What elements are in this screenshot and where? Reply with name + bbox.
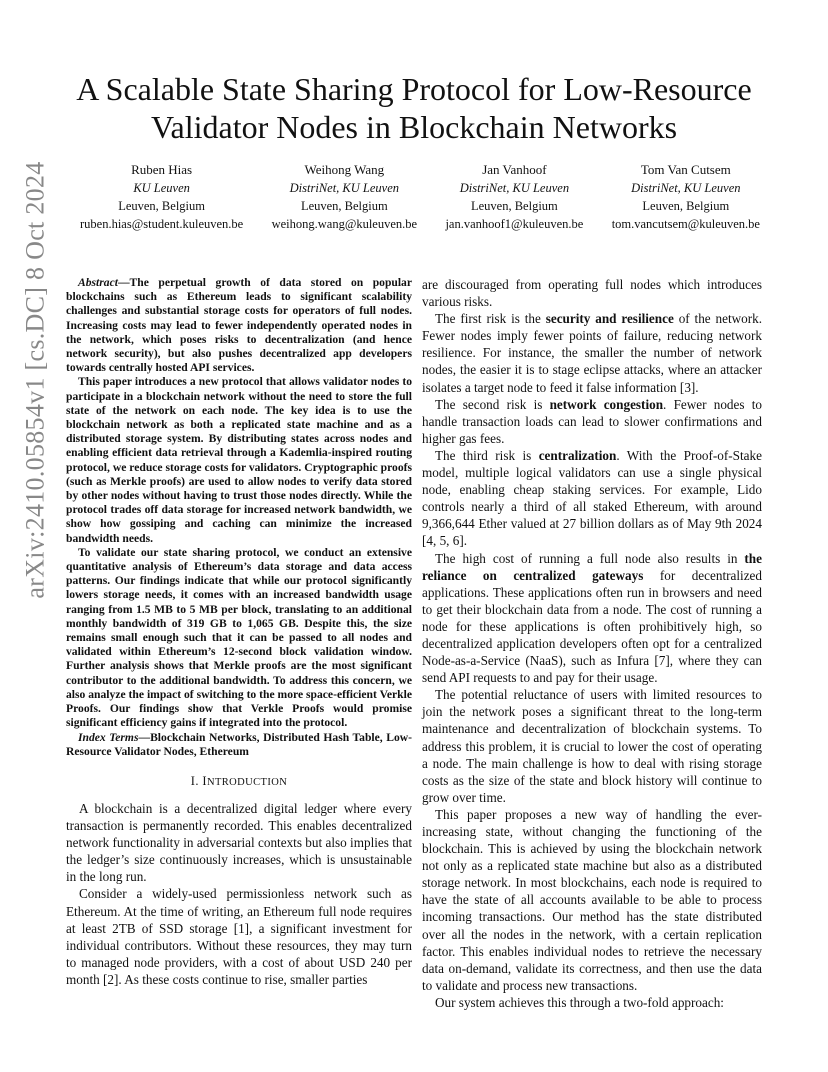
abstract-text: The perpetual growth of data stored on popular blockchains such as Ethereum leads to significant scalability challenges and substantial storage costs for operators of full nodes. Increasing costs may lead to fewer independently operated nodes in the network, which poses risks to decentralization (and hence network security), but also pushes decentralized app developers towards centrally hosted API services. [66,276,412,375]
author-location: Leuven, Belgium [300,199,388,213]
body-paragraph: A blockchain is a decentralized digital ledger where every transaction is permanently recorded. This enables decentralized network functionality in adversarial contexts but also implies that the ledger’s size continuously increases, which is unsustainable in the long run. [66,801,412,885]
author-location: Leuven, Belgium [118,199,205,213]
author-affiliation: DistriNet, KU Leuven [631,181,741,195]
abstract-paragraph: This paper introduces a new protocol that allows validator nodes to participate in a blockchain network without the need to store the full state of the network on each node. The key idea is to use the blockchain network as both a replicated state machine and as a distributed storage system. By distributing states across nodes and enabling efficient data retrieval through a Kademlia-inspired routing protocol, we reduce storage costs for validators. Cryptographic proofs (such as Merkle proofs) are used to allow nodes to verify data stored by other nodes without having to trust those nodes directly. While the protocol trades off data storage for increased network bandwidth, we show how gossiping and caching can minimize the increased bandwidth needs. [66,375,412,545]
abstract-label: Abstract [78,276,118,289]
author-name: Ruben Hias [131,162,193,177]
author-block [445,161,583,233]
title-line-1: A Scalable State Sharing Protocol for Low-Resource [76,71,752,107]
author-email: weihong.wang@kuleuven.be [271,217,418,231]
author-name: Jan Vanhoof [482,162,547,177]
section-numeral: I. [190,773,203,788]
right-column [422,276,762,1011]
bold-term: centralization [538,447,617,463]
body-paragraph: The potential reluctance of users with limited resources to join the network poses a significant threat to the long-term maintenance and decentralization of blockchain systems. To address this problem, it is crucial to lower the cost of operating a node. The main challenge is how to deal with rising storage costs as the size of the state and block history will continue to grow over time. [422,687,762,805]
section-title-rest: NTRODUCTION [206,776,288,788]
bold-term: security and resilience [545,311,674,327]
abstract-paragraph [66,276,412,375]
text-run: The third risk is [435,447,539,463]
index-terms-text: Blockchain Networks, Distributed Hash Table, Low-Resource Validator Nodes, Ethereum [66,730,412,758]
index-terms-dash: — [138,730,151,744]
text-run: for decentralized applications. These applications often run in browsers and need to get their blockchain data from a node. The cost of running a node for these applications is often prohibitively high, so decentralized application developers often opt for a centralized Node-as-a-Service (NaaS), such as Infura [7], where they can send API requests to and pay for their usage. [422,567,762,686]
author-affiliation: DistriNet, KU Leuven [289,181,400,195]
author-affiliation: KU Leuven [133,181,190,195]
author-email: ruben.hias@student.kuleuven.be [80,217,244,231]
body-paragraph: Our system achieves this through a two-fold approach: [435,994,724,1010]
body-paragraph [422,310,762,395]
text-run: . Fewer nodes to handle transaction loads can lead to slower confirmations and higher gas fees. [422,396,762,446]
author-name: Weihong Wang [304,162,385,177]
section-heading [66,773,412,791]
bold-term: the reliance on centralized gateways [422,550,762,583]
intro-body-left [66,800,412,988]
body-paragraph: This paper proposes a new way of handling the ever-increasing state, without changing the functioning of the blockchain. This is achieved by using the blockchain network not only as a replicated state machine but also as a distributed storage network. In most blockchains, each node is required to have the state of all accounts available to be able to process incoming transactions. Our method has the state distributed over all the nodes in the network, with a certain replication factor. This enables individual nodes to retrieve the necessary data on-demand, validate its correctness, and then use the data to validate and process new transactions. [422,806,762,993]
body-paragraph [422,396,762,447]
body-paragraph: are discouraged from operating full nodes which introduces various risks. [422,277,762,310]
author-list [80,161,760,233]
index-terms [66,731,412,759]
author-block [612,161,760,233]
author-block [80,161,243,233]
body-paragraph [422,447,762,550]
abstract [66,276,412,759]
author-block [272,161,418,233]
text-run: of the network. Fewer nodes imply fewer points of failure, reducing network resilience. For instance, the smaller the number of network nodes, the easier it is to stage eclipse attacks, where an attacker isolates a target node to feed it false information [3]. [422,311,763,395]
index-terms-label: Index Terms [78,730,139,744]
author-email: tom.vancutsem@kuleuven.be [611,217,760,231]
author-location: Leuven, Belgium [470,199,558,213]
author-name: Tom Van Cutsem [640,162,731,177]
left-column [66,276,412,988]
section-title-initial: I [202,773,207,788]
text-run: The high cost of running a full node also results in [435,550,745,566]
text-run: The first risk is the [435,311,546,327]
text-run: . With the Proof-of-Stake model, multiple logical validators can use a single physical node, enabling cheap staking services. For example, Lido controls nearly a third of all staked Ethereum, with around 9,366,644 Ether valued at 27 billion dollars as of May 9th 2024 [4, 5, 6]. [422,447,762,549]
author-affiliation: DistriNet, KU Leuven [459,181,570,195]
bold-term: network congestion [549,396,664,412]
title-line-2: Validator Nodes in Blockchain Networks [150,109,678,145]
abstract-paragraph: To validate our state sharing protocol, we conduct an extensive quantitative analysis of Ethereum’s data storage and data access patterns. Our findings indicate that while our protocol significantly lowers storage needs, it comes with an increased bandwidth usage ranging from 1.5 MB to 5 MB per block, translating to an additional monthly bandwidth of 319 GB to 1,065 GB. Despite this, the size remains small enough such that it can be passed to all nodes and validated within Ethereum’s 12-second block validation window. Further analysis shows that Merkle proofs are the most significant contributor to the additional bandwidth. To address this concern, we also analyze the impact of switching to the more space-efficient Verkle Proofs. Our findings show that Verkle Proofs would promise significant efficiency gains if integrated into the protocol. [66,545,412,730]
text-run: The second risk is [435,396,550,412]
abstract-dash: — [117,276,130,289]
arxiv-id-text: arXiv:2410.05854v1 [cs.DC] 8 Oct 2024 [21,161,50,599]
author-email: jan.vanhoof1@kuleuven.be [445,217,584,231]
body-paragraph: Consider a widely-used permissionless network such as Ethereum. At the time of writing, an Ethereum full node requires at least 2TB of SSD storage [1], a significant investment for individual contributors. Without these resources, they may turn to managed node providers, with a cost of about USD 240 per month [2]. As these costs continue to rise, smaller parties [66,886,412,987]
author-location: Leuven, Belgium [642,199,730,213]
paper-title [40,70,788,146]
body-paragraph [422,550,762,687]
